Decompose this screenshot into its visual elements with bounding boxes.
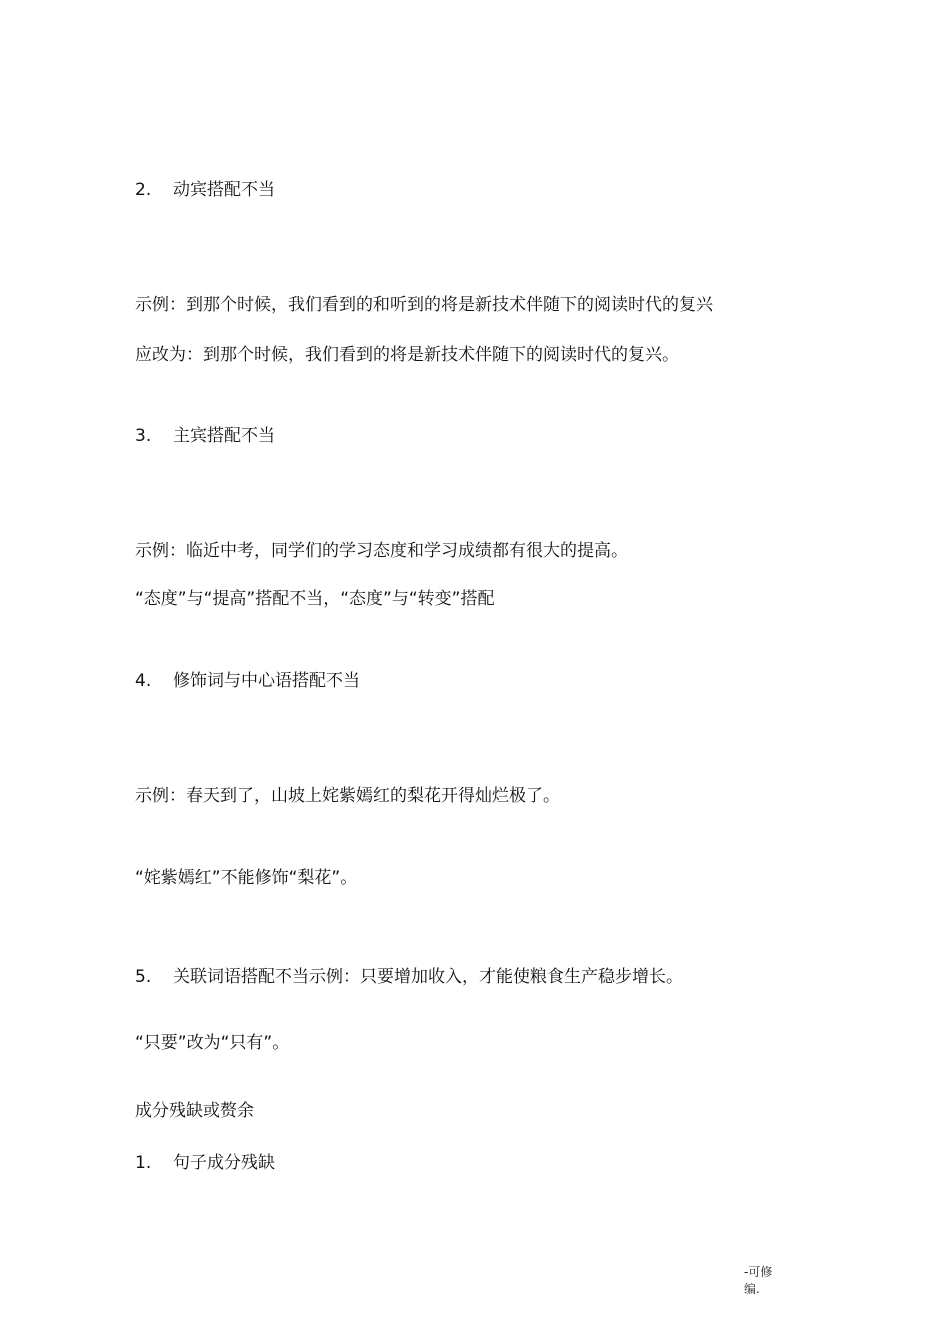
item-text: 修饰词与中心语搭配不当 bbox=[173, 671, 360, 691]
line-text: 示例：春天到了，山坡上姹紫嫣红的梨花开得灿烂极了。 bbox=[135, 786, 560, 806]
item-number: 2. bbox=[135, 180, 152, 200]
correction-line bbox=[135, 343, 679, 367]
line-text: “只要”改为“只有”。 bbox=[135, 1033, 290, 1053]
item-number: 1. bbox=[135, 1153, 152, 1173]
footer-line-2: 编. bbox=[744, 1282, 760, 1296]
item-number: 4. bbox=[135, 671, 152, 691]
example-line bbox=[135, 293, 713, 317]
heading-1 bbox=[135, 1151, 275, 1175]
item-text: 主宾搭配不当 bbox=[173, 426, 275, 446]
explanation-line bbox=[135, 866, 357, 890]
line-text: “姹紫嫣红”不能修饰“梨花”。 bbox=[135, 868, 358, 888]
line-text: 示例：临近中考，同学们的学习态度和学习成绩都有很大的提高。 bbox=[135, 541, 628, 561]
item-number: 3. bbox=[135, 426, 152, 446]
explanation-line bbox=[135, 1031, 289, 1055]
line-text: “态度”与“提高”搭配不当，“态度”与“转变”搭配 bbox=[135, 589, 495, 609]
page-footer bbox=[744, 1264, 772, 1298]
heading-4 bbox=[135, 669, 360, 693]
heading-2 bbox=[135, 178, 275, 202]
item-number: 5. bbox=[135, 967, 152, 987]
footer-line-1: -可修 bbox=[744, 1265, 773, 1279]
example-line bbox=[135, 784, 560, 808]
heading-5 bbox=[135, 965, 683, 989]
heading-3 bbox=[135, 424, 275, 448]
section-heading bbox=[135, 1099, 254, 1123]
line-text: 应改为：到那个时候，我们看到的将是新技术伴随下的阅读时代的复兴。 bbox=[135, 345, 679, 365]
item-text: 句子成分残缺 bbox=[173, 1153, 275, 1173]
line-text: 示例：到那个时候，我们看到的和听到的将是新技术伴随下的阅读时代的复兴 bbox=[135, 295, 713, 315]
example-line bbox=[135, 539, 628, 563]
explanation-line bbox=[135, 587, 494, 611]
item-text: 动宾搭配不当 bbox=[173, 180, 275, 200]
line-text: 成分残缺或赘余 bbox=[135, 1101, 254, 1121]
item-text: 关联词语搭配不当示例：只要增加收入，才能使粮食生产稳步增长。 bbox=[173, 967, 683, 987]
